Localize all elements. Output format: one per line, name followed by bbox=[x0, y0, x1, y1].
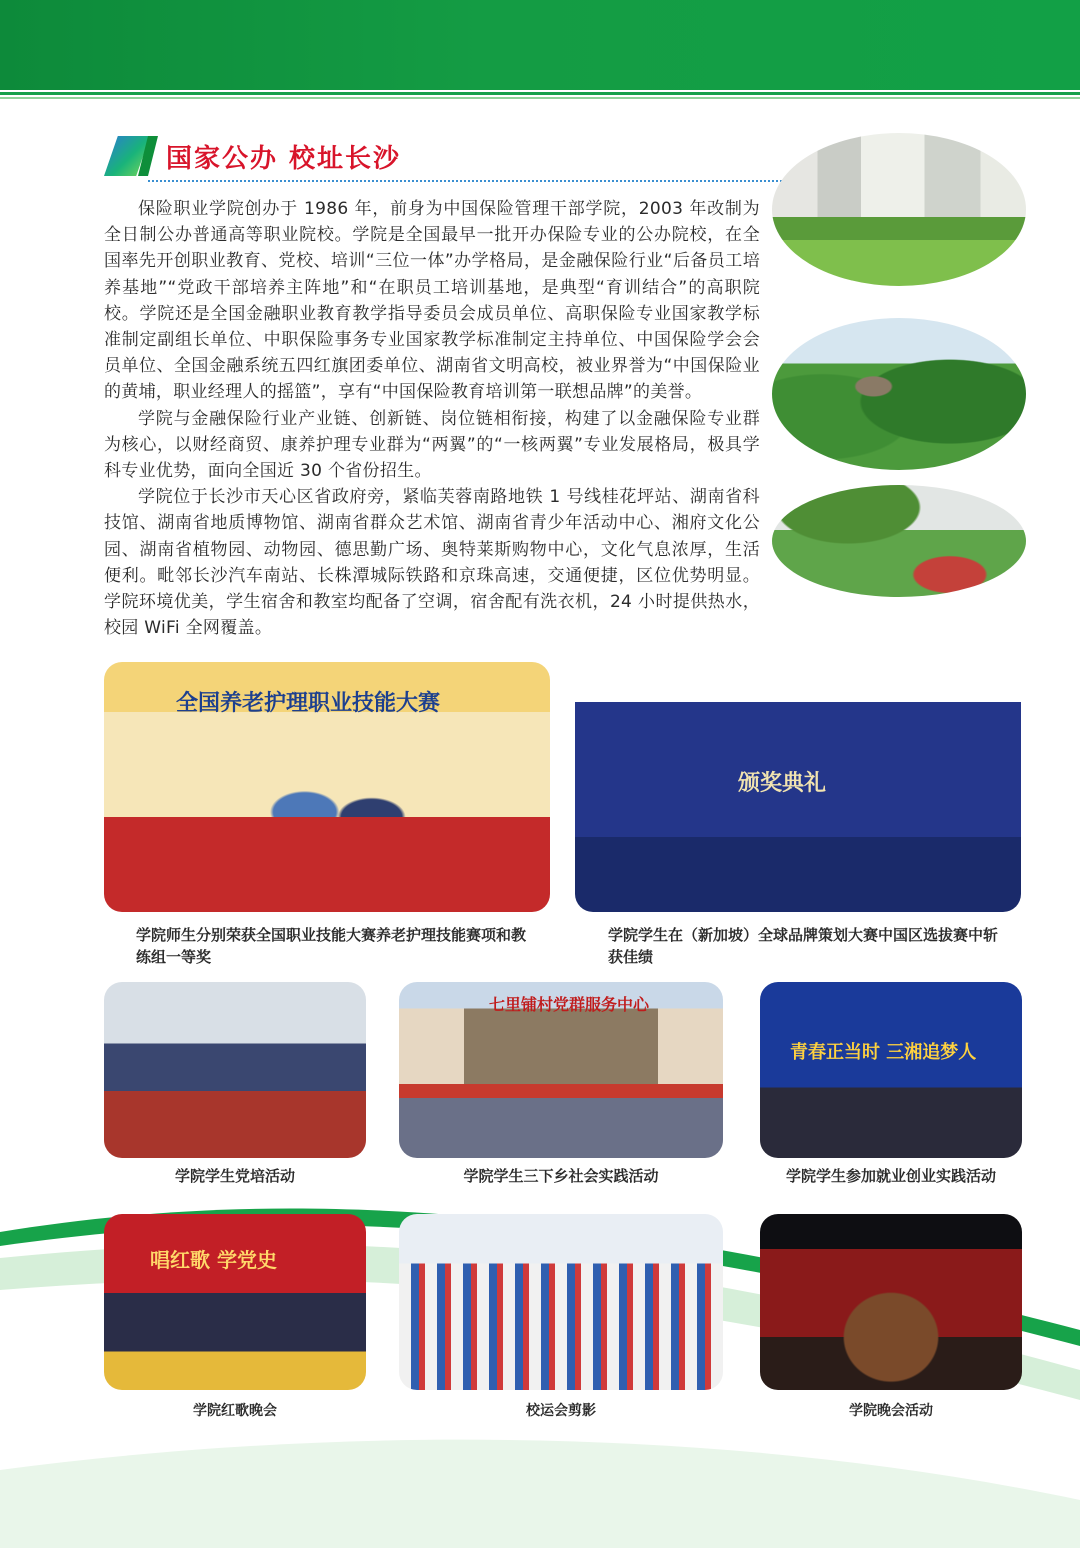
award-photo-brand-planning bbox=[575, 662, 1021, 912]
photo-banner-text: 青春正当时 三湘追梦人 bbox=[790, 1042, 977, 1063]
photo-rural-practice bbox=[399, 982, 723, 1158]
award-photo-elderly-care bbox=[104, 662, 550, 912]
photo-sports bbox=[399, 1214, 723, 1390]
top-band-stripe-light bbox=[0, 97, 1080, 99]
caption-gala: 学院晚会活动 bbox=[849, 1403, 933, 1419]
photo-banner-text: 全国养老护理职业技能大赛 bbox=[176, 691, 441, 716]
campus-photo-garden bbox=[772, 485, 1026, 597]
intro-paragraph: 保险职业学院创办于 1986 年，前身为中国保险管理干部学院，2003 年改制为全日制公办普通高等职业院校。学院是全国最早一批开办保险专业的公办院校，在全国率先开创职业教育、党校、培训“三位一体”办学格局，是金融保险行业“后备员工培养基地”“党政干部培养主阵地”和“在职员工培训基地，是典型“育训结合”的高职院校。学院还是全国金融职业教育教学指导委员会成员单位、高职保险专业国家教学标准制定副组长单位、中职保险事务专业国家教学标准制定主持单位、中国保险学会会员单位、全国金融系统五四红旗团委单位、湖南省文明高校，被业界誉为“中国保险业的黄埔，职业经理人的摇篮”，享有“中国保险教育培训第一联想品牌”的美誉。 bbox=[104, 199, 760, 403]
photo-red-song bbox=[104, 1214, 366, 1390]
campus-photo-stone bbox=[772, 318, 1026, 470]
photo-employment bbox=[760, 982, 1022, 1158]
campus-photo-lawn bbox=[772, 133, 1026, 286]
top-band-stripe bbox=[0, 92, 1080, 95]
caption-party-training: 学院学生党培活动 bbox=[174, 1167, 295, 1185]
intro-paragraph: 学院与金融保险行业产业链、创新链、岗位链相衔接，构建了以金融保险专业群为核心，以财经商贸、康养护理专业群为“两翼”的“一核两翼”专业发展格局，极具学科专业优势，面向全国近 30 个省份招生。 bbox=[104, 408, 760, 482]
intro-paragraph: 学院位于长沙市天心区省政府旁，紧临芙蓉南路地铁 1 号线桂花坪站、湖南省科技馆、湖南省地质博物馆、湖南省群众艺术馆、湖南省青少年活动中心、湘府文化公园、湖南省植物园、动物园、德思勤广场、奥特莱斯购物中心，文化气息浓厚，生活便利。毗邻长沙汽车南站、长株潭城际铁路和京珠高速，交通便捷，区位优势明显。学院环境优美，学生宿舍和教室均配备了空调，宿舍配有洗衣机，24 小时提供热水，校园 WiFi 全网覆盖。 bbox=[104, 487, 760, 639]
photo-sign-text: 七里铺村党群服务中心 bbox=[489, 995, 650, 1014]
photo-banner-text: 唱红歌 学党史 bbox=[150, 1248, 277, 1272]
top-green-band bbox=[0, 0, 1080, 90]
intro-text bbox=[104, 196, 760, 641]
photo-banner-text: 颁奖典礼 bbox=[738, 771, 827, 796]
photo-party-training bbox=[104, 982, 366, 1158]
caption-employment: 学院学生参加就业创业实践活动 bbox=[785, 1167, 996, 1185]
caption-award-1: 学院师生分别荣获全国职业技能大赛养老护理技能赛项和教练组一等奖 bbox=[136, 926, 527, 966]
section-header bbox=[104, 130, 744, 186]
caption-red-song: 学院红歌晚会 bbox=[193, 1403, 277, 1419]
caption-rural-practice: 学院学生三下乡社会实践活动 bbox=[463, 1167, 659, 1185]
header-dotted-divider bbox=[148, 180, 834, 182]
photo-gala bbox=[760, 1214, 1022, 1390]
caption-award-2: 学院学生在（新加坡）全球品牌策划大赛中国区选拔赛中斩获佳绩 bbox=[608, 926, 999, 966]
caption-sports: 校运会剪影 bbox=[526, 1403, 596, 1419]
page-title: 国家公办 校址长沙 bbox=[166, 144, 402, 174]
